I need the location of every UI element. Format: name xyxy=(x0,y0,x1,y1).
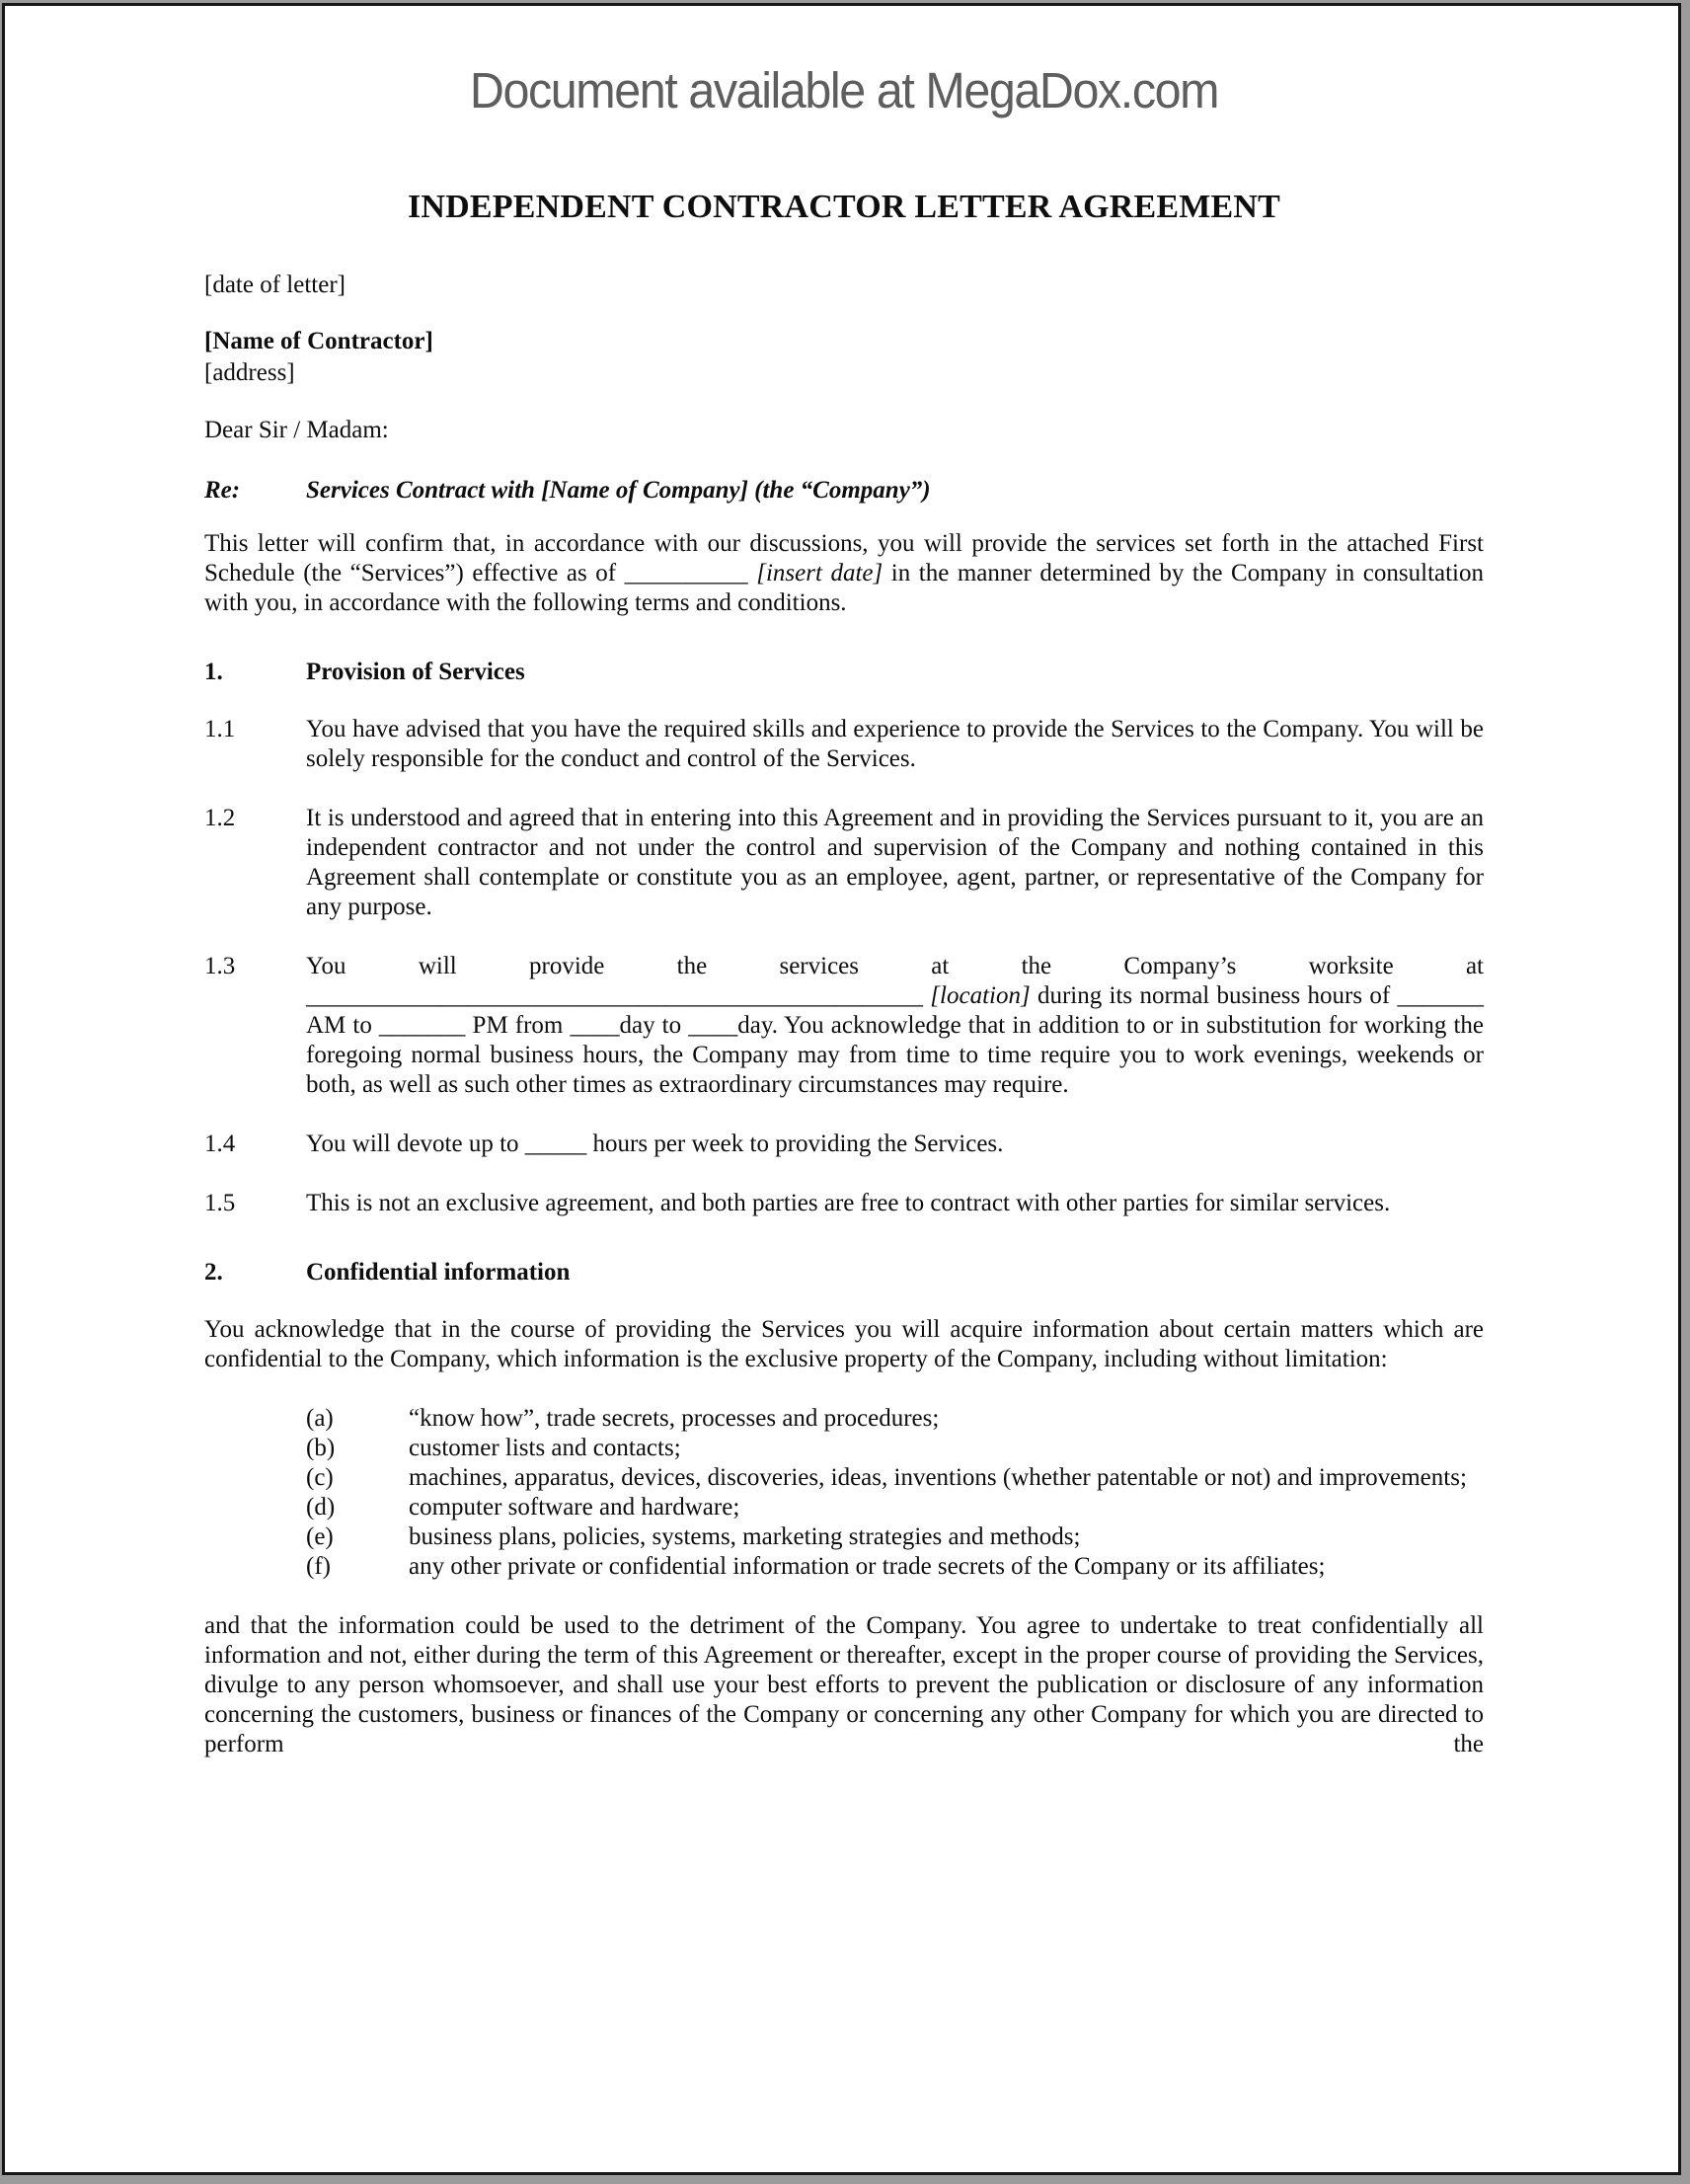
list-item-b xyxy=(306,1434,1484,1463)
list-item-c xyxy=(306,1463,1484,1493)
intro-paragraph xyxy=(204,529,1484,618)
list-item-d xyxy=(306,1493,1484,1522)
clause-1-1-number: 1.1 xyxy=(204,716,236,742)
contractor-name-placeholder: [Name of Contractor] xyxy=(204,328,433,354)
clause-1-2-text: It is understood and agreed that in entering into this Agreement and in providing the Services pursuant to it, you are an independent contractor and not under the control and supervision of the Company and nothing contained in this Agreement shall contemplate or constitute you as an employee, agent, partner, or representative of the Company for any purpose. xyxy=(306,805,1484,920)
list-item-e-letter: (e) xyxy=(306,1523,334,1550)
salutation: Dear Sir / Madam: xyxy=(204,417,389,443)
list-item-f xyxy=(306,1552,1484,1582)
clause-1-4-text: You will devote up to _____ hours per week to providing the Services. xyxy=(306,1131,1004,1157)
document-title: INDEPENDENT CONTRACTOR LETTER AGREEMENT xyxy=(407,189,1281,225)
clause-1-3 xyxy=(204,952,1484,1100)
clause-1-2-number: 1.2 xyxy=(204,805,236,831)
re-label: Re: xyxy=(204,477,241,504)
list-item-d-letter: (d) xyxy=(306,1494,336,1521)
section-2-closing-paragraph: and that the information could be used to the detriment of the Company. You agree to undertake to treat confidentially all information and not, either during the term of this Agreement or thereafter, except in the proper course of providing the Services, divulge to any person whomsoever, and shall use your best efforts to prevent the publication or disclosure of any information concerning the customers, business or finances of the Company or concerning any other Company for which you are directed to perform the xyxy=(204,1612,1484,1757)
clause-1-1-text: You have advised that you have the required skills and experience to provide the Services to the Company. You will be solely responsible for the conduct and control of the Services. xyxy=(306,716,1484,772)
list-item-d-text: computer software and hardware; xyxy=(409,1494,740,1521)
document-page xyxy=(2,3,1681,2175)
list-item-c-letter: (c) xyxy=(306,1464,334,1491)
clause-1-3-text-after-location: during its normal business hours of _______ AM to _______ PM from ____day to ____day. You acknowledge that in addition to or in substitution for working the foregoing normal business hours, the Company may from time to time require you to work evenings, weekends or both, as well as such other times as extraordinary circumstances may require. xyxy=(306,982,1484,1098)
section-2-intro-paragraph: You acknowledge that in the course of providing the Services you will acquire information about certain matters which are confidential to the Company, which information is the exclusive property of the Company, including without limitation: xyxy=(204,1316,1484,1372)
list-item-b-text: customer lists and contacts; xyxy=(409,1435,681,1461)
section-1-number: 1. xyxy=(204,659,223,685)
clause-1-5-text: This is not an exclusive agreement, and both parties are free to contract with other parties for similar services. xyxy=(306,1190,1391,1216)
list-item-f-letter: (f) xyxy=(306,1553,331,1580)
section-2-heading: Confidential information xyxy=(306,1259,571,1286)
re-line xyxy=(204,476,1484,506)
clause-1-2 xyxy=(204,804,1484,922)
clause-1-4 xyxy=(204,1130,1484,1159)
section-1-heading-row xyxy=(204,658,1484,687)
clause-1-5-number: 1.5 xyxy=(204,1190,236,1216)
re-subject: Services Contract with [Name of Company] (the “Company”) xyxy=(306,477,931,504)
list-item-f-text: any other private or confidential information or trade secrets of the Company or its affiliates; xyxy=(409,1553,1326,1580)
megadox-watermark: Document available at MegaDox.com xyxy=(469,62,1219,118)
confidential-items-list xyxy=(306,1404,1484,1582)
insert-date-placeholder: [insert date] xyxy=(756,560,883,586)
list-item-e xyxy=(306,1522,1484,1552)
intro-text-before-date: This letter will confirm that, in accordance with our discussions, you will provide the services set forth in the attached First Schedule (the “Services”) effective as of __________ xyxy=(204,530,1484,586)
address-placeholder: [address] xyxy=(204,359,295,386)
section-2-heading-row xyxy=(204,1258,1484,1287)
section-2-number: 2. xyxy=(204,1259,223,1286)
intro-text-after-date: in the manner determined by the Company in consultation with you, in accordance with the following terms and conditions. xyxy=(204,560,1485,616)
list-item-c-text: machines, apparatus, devices, discoveries, ideas, inventions (whether patentable or not) and improvements; xyxy=(409,1464,1467,1491)
clause-1-3-text-before-location: You will provide the services at the Company’s worksite at __________________________________________________ xyxy=(306,953,1484,1009)
list-item-a-text: “know how”, trade secrets, processes and procedures; xyxy=(409,1405,940,1432)
clause-1-5 xyxy=(204,1189,1484,1218)
list-item-e-text: business plans, policies, systems, marketing strategies and methods; xyxy=(409,1523,1081,1550)
section-1-heading: Provision of Services xyxy=(306,659,525,685)
list-item-a xyxy=(306,1404,1484,1434)
clause-1-1 xyxy=(204,715,1484,774)
clause-1-3-text xyxy=(306,952,1484,1100)
list-item-b-letter: (b) xyxy=(306,1435,336,1461)
list-item-a-letter: (a) xyxy=(306,1405,334,1432)
clause-1-3-number: 1.3 xyxy=(204,953,236,979)
date-placeholder: [date of letter] xyxy=(204,272,346,298)
clause-1-4-number: 1.4 xyxy=(204,1131,236,1157)
location-placeholder: [location] xyxy=(930,982,1031,1009)
